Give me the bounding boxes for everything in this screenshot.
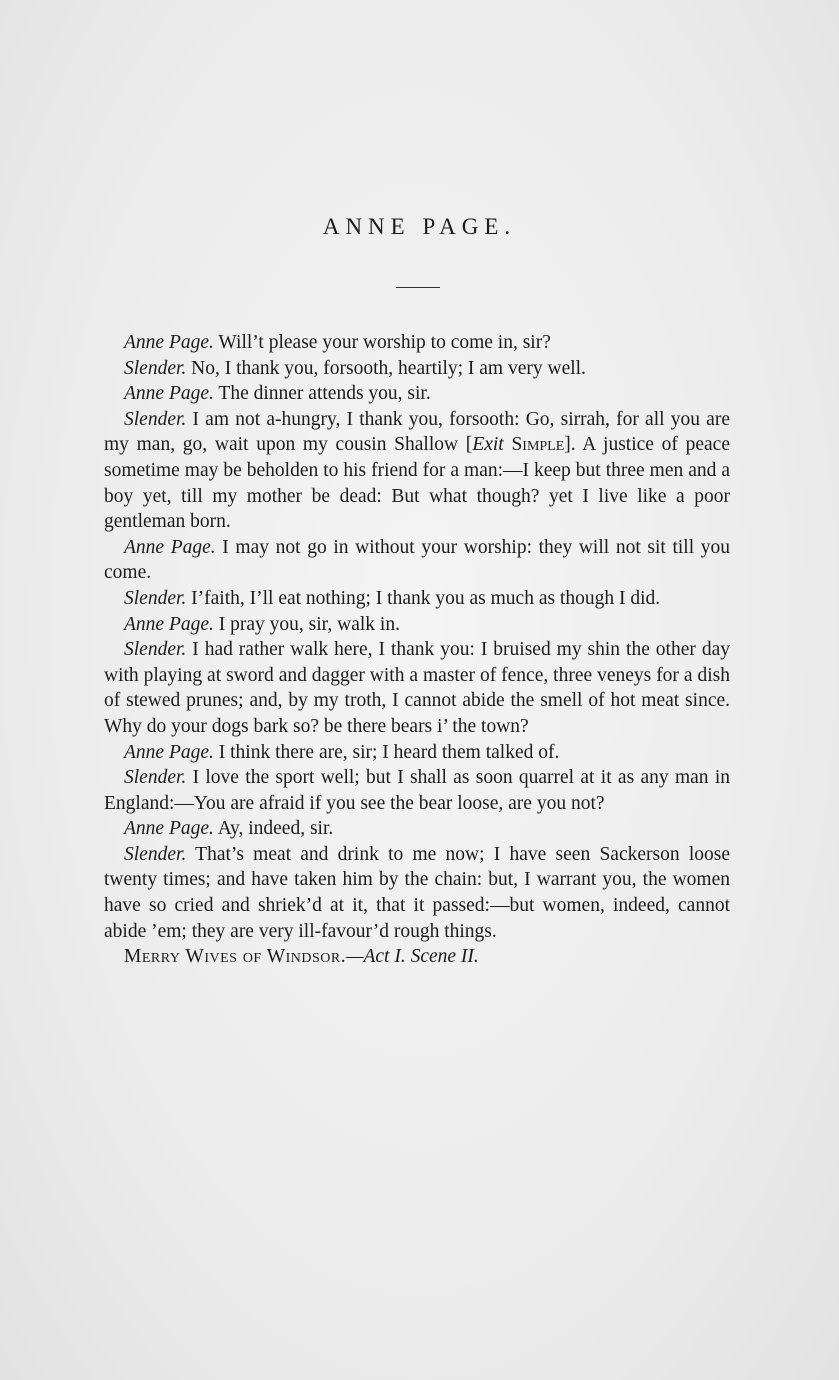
line-text: I pray you, sir, walk in.	[213, 613, 400, 635]
speaker-name: Anne Page.	[124, 383, 214, 405]
citation-act: —Act I. Scene II.	[346, 946, 479, 968]
speaker-name: Slender.	[124, 639, 187, 661]
line-text: Will’t please your worship to come in, sir?	[213, 332, 551, 353]
speaker-name: Slender.	[124, 843, 187, 865]
speaker-name: Anne Page.	[124, 332, 214, 353]
speaker-name: Anne Page.	[124, 613, 214, 635]
stage-character: Simple	[511, 434, 565, 456]
dialogue-line	[104, 765, 730, 816]
speaker-name: Anne Page.	[124, 741, 214, 763]
line-text: ]. A justice of peace sometime may be beholden to his friend for a man:—I keep but three men and a boy yet, till my mother be dead: But what though? yet I live like a poor gentleman born.	[104, 434, 730, 533]
source-citation	[104, 944, 730, 970]
dialogue-line	[104, 612, 730, 638]
title-divider	[396, 287, 440, 288]
line-text: I had rather walk here, I thank you: I bruised my shin the other day with playing at sword and dagger with a master of fence, three veneys for a dish of stewed prunes; and, by my troth, I cannot abide the smell of hot meat since. Why do your dogs bark so? be there bears i’ the town?	[104, 639, 730, 737]
citation-work: Merry Wives of Windsor.	[124, 946, 347, 968]
dialogue-line	[104, 535, 730, 586]
line-text: Ay, indeed, sir.	[213, 818, 334, 840]
line-text: I am not a-hungry, I thank you, forsooth: Go, sirrah, for all you are my man, go, wait upon my cousin Shallow [	[104, 408, 730, 456]
line-text: I love the sport well; but I shall as soon quarrel at it as any man in England:—You are afraid if you see the bear loose, are you not?	[104, 767, 730, 814]
speaker-name: Slender.	[124, 357, 187, 379]
line-text: No, I thank you, forsooth, heartily; I am very well.	[186, 357, 586, 379]
dialogue-line	[104, 740, 730, 766]
dialogue-line	[104, 816, 730, 842]
dialogue-line	[104, 356, 730, 382]
line-text: The dinner attends you, sir.	[213, 383, 431, 405]
speaker-name: Anne Page.	[124, 536, 216, 558]
speaker-name: Slender.	[124, 587, 187, 609]
dialogue-line	[104, 330, 730, 356]
speaker-name: Slender.	[124, 408, 187, 430]
line-text: I may not go in without your worship: they will not sit till you come.	[104, 536, 730, 584]
speaker-name: Slender.	[124, 767, 187, 789]
dialogue-line	[104, 586, 730, 612]
speaker-name: Anne Page.	[124, 818, 214, 840]
dialogue-line	[104, 381, 730, 407]
dialogue-line	[104, 842, 730, 944]
stage-direction: Exit	[472, 434, 504, 456]
line-text: That’s meat and drink to me now; I have seen Sackerson loose twenty times; and have taken him by the chain: but, I warrant you, the women have so cried and shriek’d at it, that it passed:—but women, indeed, cannot abide ’em; they are very ill-favour’d rough things.	[104, 843, 730, 942]
line-text: I think there are, sir; I heard them talked of.	[213, 741, 560, 763]
dialogue-line	[104, 407, 730, 535]
dialogue-line	[104, 637, 730, 739]
line-text: I’faith, I’ll eat nothing; I thank you as much as though I did.	[186, 587, 661, 609]
page-title: ANNE PAGE.	[322, 214, 517, 239]
dialogue-text	[104, 330, 730, 970]
